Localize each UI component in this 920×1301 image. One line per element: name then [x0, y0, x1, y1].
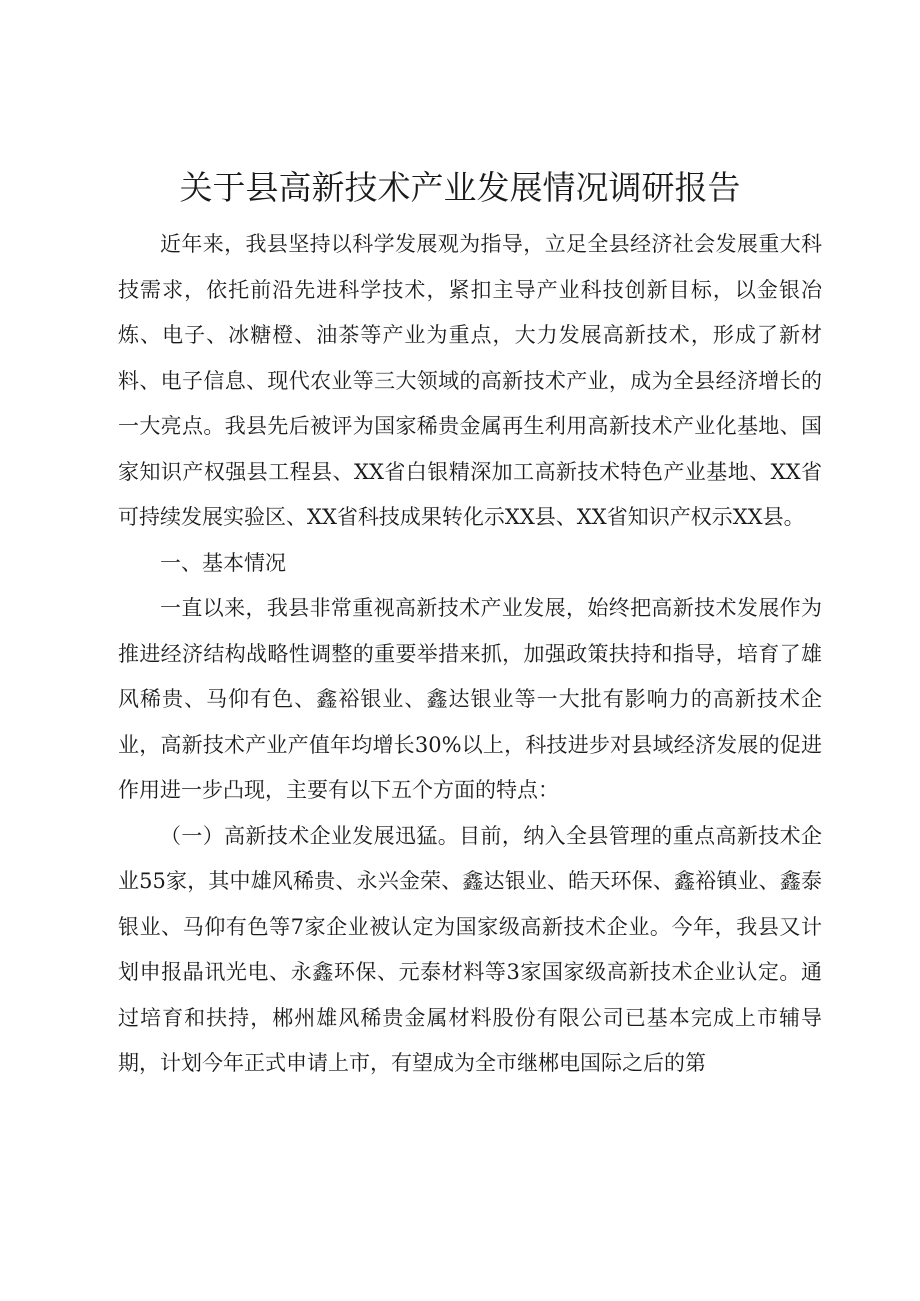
paragraph-intro: 近年来，我县坚持以科学发展观为指导，立足全县经济社会发展重大科技需求，依托前沿先进科学技术，紧扣主导产业科技创新目标，以金银冶炼、电子、冰糖橙、油茶等产业为重点，大力发展高新技术，形成了新材料、电子信息、现代农业等三大领域的高新技术产业，成为全县经济增长的一大亮点。我县先后被评为国家稀贵金属再生利用高新技术产业化基地、国家知识产权强县工程县、XX省白银精深加工高新技术特色产业基地、XX省可持续发展实验区、XX省科技成果转化示XX县、XX省知识产权示XX县。 — [118, 232, 822, 529]
document-title: 关于县高新技术产业发展情况调研报告 — [179, 168, 741, 207]
document-body — [118, 222, 822, 1087]
paragraph-point-one: （一）高新技术企业发展迅猛。目前，纳入全县管理的重点高新技术企业55家，其中雄风稀贵、永兴金荣、鑫达银业、皓天环保、鑫裕镇业、鑫泰银业、马仰有色等7家企业被认定为国家级高新技术企业。今年，我县又计划申报晶讯光电、永鑫环保、元泰材料等3家国家级高新技术企业认定。通过培育和扶持，郴州雄风稀贵金属材料股份有限公司已基本完成上市辅导期，计划今年正式申请上市，有望成为全市继郴电国际之后的第 — [118, 823, 822, 1075]
paragraph-overview: 一直以来，我县非常重视高新技术产业发展，始终把高新技术发展作为推进经济结构战略性调整的重要举措来抓，加强政策扶持和指导，培育了雄风稀贵、马仰有色、鑫裕银业、鑫达银业等一大批有影响力的高新技术企业，高新技术产业产值年均增长30%以上，科技进步对县域经济发展的促进作用进一步凸现，主要有以下五个方面的特点： — [118, 596, 822, 802]
section-heading-basic-situation: 一、基本情况 — [160, 550, 286, 575]
